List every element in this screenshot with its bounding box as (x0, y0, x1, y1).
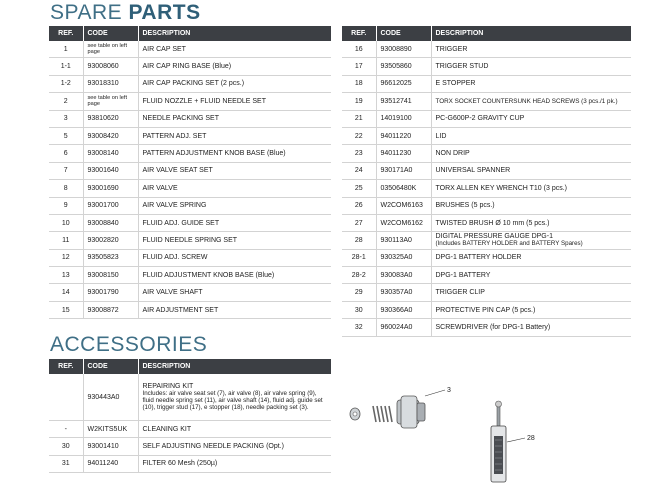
header-description: DESCRIPTION (431, 26, 631, 41)
spare-parts-left-body (49, 41, 331, 319)
table-row (49, 455, 331, 472)
description-cell (431, 267, 631, 284)
accessories-body (49, 374, 331, 473)
ref-cell: 11 (49, 232, 83, 249)
table-row (49, 127, 331, 144)
header-code: CODE (83, 359, 138, 374)
code-cell: W2COM6162 (376, 214, 431, 231)
description-note: (Includes BATTERY HOLDER and BATTERY Spares) (435, 240, 583, 248)
description-cell (431, 58, 631, 75)
ref-cell: 21 (342, 110, 376, 127)
code-cell: 93512741 (376, 93, 431, 110)
description-text: CLEANING KIT (142, 425, 192, 433)
description-cell (138, 75, 331, 92)
code-cell: 93008890 (376, 41, 431, 58)
description-text: TRIGGER CLIP (435, 289, 485, 297)
ref-cell: 2 (49, 93, 83, 110)
description-text: AIR VALVE SEAT SET (142, 167, 213, 175)
table-row (49, 267, 331, 284)
table-row (49, 301, 331, 318)
ref-cell: 29 (342, 284, 376, 301)
ref-cell: 24 (342, 162, 376, 179)
accessories-heading-text: ACCESSORIES (50, 333, 208, 356)
description-text: AIR CAP PACKING SET (2 pcs.) (142, 80, 245, 88)
table-row (342, 301, 631, 318)
code-cell: 93008420 (83, 127, 138, 144)
header-ref: REF. (49, 359, 83, 374)
description-cell (138, 284, 331, 301)
ref-cell: 6 (49, 145, 83, 162)
table-row (342, 197, 631, 214)
code-cell: 930443A0 (83, 374, 138, 421)
code-cell: see table on left page (83, 41, 138, 58)
code-cell: 93018310 (83, 75, 138, 92)
table-row (49, 58, 331, 75)
description-cell (431, 75, 631, 92)
code-cell: 93001640 (83, 162, 138, 179)
callout-3: 3 (447, 387, 451, 394)
table-row (342, 75, 631, 92)
description-cell (138, 232, 331, 249)
header-ref: REF. (49, 26, 83, 41)
description-text: DPG-1 BATTERY HOLDER (435, 254, 522, 262)
table-header-row (342, 26, 631, 41)
table-row (49, 284, 331, 301)
description-cell (138, 110, 331, 127)
code-cell: 930171A0 (376, 162, 431, 179)
ref-cell: 10 (49, 214, 83, 231)
description-text: AIR VALVE SHAFT (142, 289, 203, 297)
description-text: AIR VALVE (142, 184, 178, 192)
code-cell: 93008150 (83, 267, 138, 284)
table-row (342, 145, 631, 162)
table-row (342, 58, 631, 75)
description-text: FLUID ADJ. SCREW (142, 254, 208, 262)
description-text: PATTERN ADJ. SET (142, 132, 207, 140)
table-row (342, 41, 631, 58)
description-text: DPG-1 BATTERY (435, 271, 491, 279)
code-cell: see table on left page (83, 93, 138, 110)
header-ref: REF. (342, 26, 376, 41)
ref-cell: - (49, 421, 83, 438)
description-text: FLUID ADJUSTMENT KNOB BASE (Blue) (142, 271, 275, 279)
table-row (342, 214, 631, 231)
code-cell: 93008872 (83, 301, 138, 318)
description-text: SELF ADJUSTING NEEDLE PACKING (Opt.) (142, 443, 284, 451)
description-cell (431, 232, 631, 249)
table-row (342, 232, 631, 249)
table-row (342, 127, 631, 144)
ref-cell: 27 (342, 214, 376, 231)
description-text: TRIGGER (435, 45, 468, 53)
ref-cell: 28-1 (342, 249, 376, 266)
code-cell: 93001790 (83, 284, 138, 301)
header-code: CODE (376, 26, 431, 41)
table-row (342, 93, 631, 110)
ref-cell (49, 374, 83, 421)
description-text: PC-G600P-2 GRAVITY CUP (435, 115, 525, 123)
code-cell: 14019100 (376, 110, 431, 127)
description-text: TORX ALLEN KEY WRENCH T10 (3 pcs.) (435, 184, 567, 192)
ref-cell: 8 (49, 180, 83, 197)
description-cell (138, 267, 331, 284)
spare-parts-heading-light: SPARE (50, 1, 129, 24)
table-row (342, 284, 631, 301)
description-cell (431, 110, 631, 127)
spare-parts-right-body (342, 41, 631, 336)
table-row (49, 214, 331, 231)
description-text: AIR VALVE SPRING (142, 202, 207, 210)
code-cell: 960024A0 (376, 319, 431, 336)
code-cell: 93008140 (83, 145, 138, 162)
ref-cell: 31 (49, 455, 83, 472)
spare-parts-heading-bold: PARTS (128, 1, 201, 24)
code-cell: 93002820 (83, 232, 138, 249)
description-cell (138, 93, 331, 110)
ref-cell: 26 (342, 197, 376, 214)
description-text: FLUID NEEDLE SPRING SET (142, 236, 238, 244)
code-cell: W2COM6163 (376, 197, 431, 214)
code-cell: 93008840 (83, 214, 138, 231)
ref-cell: 1-2 (49, 75, 83, 92)
ref-cell: 19 (342, 93, 376, 110)
table-row (49, 110, 331, 127)
needle-packing-drawing (350, 390, 445, 428)
description-text: TWISTED BRUSH Ø 10 mm (5 pcs.) (435, 219, 550, 227)
ref-cell: 22 (342, 127, 376, 144)
code-cell: 930366A0 (376, 301, 431, 318)
table-row (49, 374, 331, 421)
table-row (49, 249, 331, 266)
code-cell: 94011240 (83, 455, 138, 472)
description-text: REPAIRING KIT (142, 383, 194, 390)
description-cell (431, 284, 631, 301)
ref-cell: 28 (342, 232, 376, 249)
accessories-table (49, 359, 331, 473)
ref-cell: 3 (49, 110, 83, 127)
code-cell: 930357A0 (376, 284, 431, 301)
table-row (342, 249, 631, 266)
ref-cell: 9 (49, 197, 83, 214)
table-row (342, 180, 631, 197)
description-text: PATTERN ADJUSTMENT KNOB BASE (Blue) (142, 150, 286, 158)
description-text: BRUSHES (5 pcs.) (435, 202, 495, 210)
description-text: AIR CAP SET (142, 45, 186, 53)
header-code: CODE (83, 26, 138, 41)
description-cell (431, 214, 631, 231)
description-text: AIR ADJUSTMENT SET (142, 306, 219, 314)
description-cell (431, 197, 631, 214)
table-row (49, 93, 331, 110)
ref-cell: 7 (49, 162, 83, 179)
ref-cell: 25 (342, 180, 376, 197)
description-cell (138, 301, 331, 318)
description-text: FLUID NOZZLE + FLUID NEEDLE SET (142, 97, 266, 105)
spare-parts-heading (50, 1, 201, 25)
description-cell (431, 145, 631, 162)
description-cell (138, 214, 331, 231)
description-cell (138, 145, 331, 162)
description-cell (138, 249, 331, 266)
code-cell: 03506480K (376, 180, 431, 197)
description-cell (431, 93, 631, 110)
code-cell: 93001410 (83, 438, 138, 455)
description-text: SCREWDRIVER (for DPG-1 Battery) (435, 323, 551, 331)
ref-cell: 1 (49, 41, 83, 58)
description-cell (431, 41, 631, 58)
ref-cell: 32 (342, 319, 376, 336)
table-row (342, 267, 631, 284)
code-cell: 930113A0 (376, 232, 431, 249)
description-cell (138, 180, 331, 197)
table-header-row (49, 26, 331, 41)
description-cell (431, 301, 631, 318)
callout-28: 28 (527, 435, 535, 442)
description-cell (138, 58, 331, 75)
description-cell (138, 197, 331, 214)
ref-cell: 5 (49, 127, 83, 144)
description-cell (431, 180, 631, 197)
ref-cell: 12 (49, 249, 83, 266)
description-cell (138, 41, 331, 58)
ref-cell: 30 (342, 301, 376, 318)
parts-illustration (335, 370, 635, 485)
header-description: DESCRIPTION (138, 359, 331, 374)
ref-cell: 18 (342, 75, 376, 92)
table-row (49, 197, 331, 214)
code-cell: 93001700 (83, 197, 138, 214)
code-cell: 930083A0 (376, 267, 431, 284)
header-description: DESCRIPTION (138, 26, 331, 41)
description-cell (431, 162, 631, 179)
table-row (49, 75, 331, 92)
description-cell (138, 374, 331, 421)
table-row (49, 162, 331, 179)
accessories-heading (50, 333, 207, 357)
pressure-gauge-drawing (491, 401, 525, 482)
code-cell: 94011220 (376, 127, 431, 144)
code-cell: 93505823 (83, 249, 138, 266)
description-text: E STOPPER (435, 80, 476, 88)
description-cell (138, 438, 331, 455)
ref-cell: 13 (49, 267, 83, 284)
description-text: NEEDLE PACKING SET (142, 115, 220, 123)
ref-cell: 16 (342, 41, 376, 58)
description-cell (138, 162, 331, 179)
table-row (342, 162, 631, 179)
ref-cell: 15 (49, 301, 83, 318)
description-text: TRIGGER STUD (435, 63, 489, 71)
code-cell: 930325A0 (376, 249, 431, 266)
ref-cell: 30 (49, 438, 83, 455)
table-row (342, 110, 631, 127)
description-cell (138, 455, 331, 472)
description-cell (138, 421, 331, 438)
description-text: DIGITAL PRESSURE GAUGE DPG-1 (435, 233, 553, 241)
description-cell (138, 127, 331, 144)
spare-parts-table-right (342, 26, 631, 337)
ref-cell: 23 (342, 145, 376, 162)
code-cell: 96612025 (376, 75, 431, 92)
code-cell: 93008060 (83, 58, 138, 75)
description-text: NON DRIP (435, 150, 470, 158)
ref-cell: 28-2 (342, 267, 376, 284)
table-row (49, 41, 331, 58)
code-cell: 93001690 (83, 180, 138, 197)
description-cell (431, 249, 631, 266)
ref-cell: 17 (342, 58, 376, 75)
description-text: FILTER 60 Mesh (250µ) (142, 460, 218, 468)
table-header-row (49, 359, 331, 374)
table-row (49, 145, 331, 162)
ref-cell: 14 (49, 284, 83, 301)
code-cell: W2KITS5UK (83, 421, 138, 438)
description-cell (431, 127, 631, 144)
code-cell: 93505860 (376, 58, 431, 75)
table-row (342, 319, 631, 336)
spare-parts-table-left (49, 26, 331, 319)
code-cell: 94011230 (376, 145, 431, 162)
description-cell (431, 319, 631, 336)
table-row (49, 421, 331, 438)
description-text: FLUID ADJ. GUIDE SET (142, 219, 220, 227)
ref-cell: 1-1 (49, 58, 83, 75)
description-text: UNIVERSAL SPANNER (435, 167, 511, 175)
description-note: Includes: air valve seat set (7), air valve (8), air valve spring (9), fluid needle spring set (11), air valve shaft (14), fluid adj. guide set (10), trigger stud (17), e stopper (18), needle packing set (3). (142, 390, 323, 411)
description-text: TORX SOCKET COUNTERSUNK HEAD SCREWS (3 pcs./1 pk.) (435, 97, 618, 105)
description-text: LID (435, 132, 447, 140)
table-row (49, 438, 331, 455)
table-row (49, 232, 331, 249)
table-row (49, 180, 331, 197)
description-text: AIR CAP RING BASE (Blue) (142, 63, 232, 71)
code-cell: 93810620 (83, 110, 138, 127)
description-text: PROTECTIVE PIN CAP (5 pcs.) (435, 306, 536, 314)
